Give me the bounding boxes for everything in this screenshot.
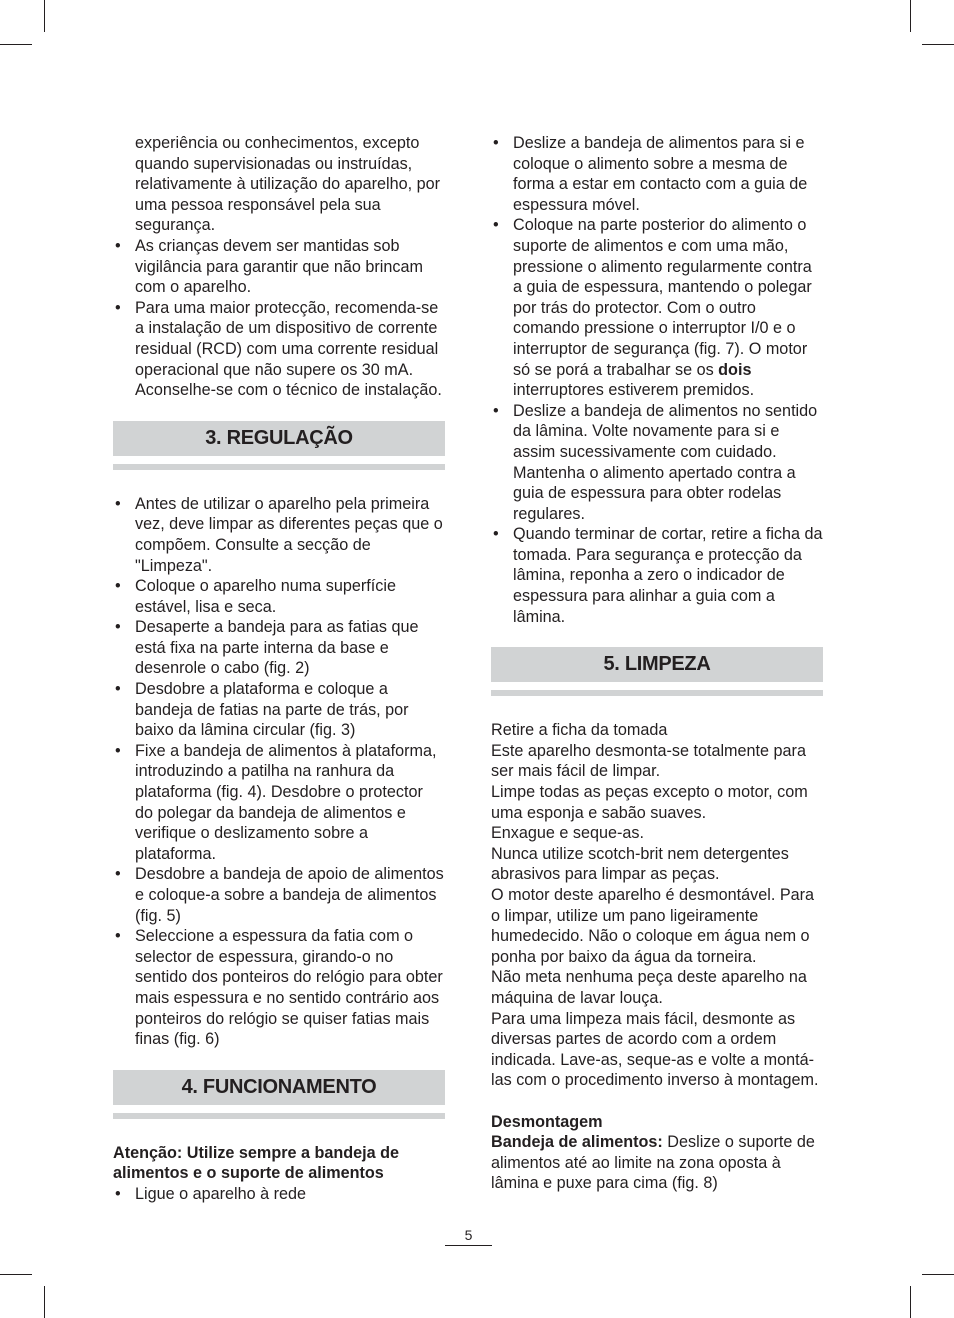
paragraph: Enxague e seque-as.: [491, 824, 644, 843]
list-item: • As crianças devem ser mantidas sob vigilância para garantir que não brincam com o aparelho.: [113, 236, 445, 298]
page-number: 5: [445, 1226, 492, 1246]
paragraph: Não meta nenhuma peça deste aparelho na máquina de lavar louça.: [491, 968, 807, 1007]
crop-mark: [0, 44, 32, 45]
list-item: • Fixe a bandeja de alimentos à plataforma, introduzindo a patilha na ranhura da plataforma (fig. 4). Desdobre o protector do polegar da bandeja de alimentos e verifique o deslizamento sobre a plataforma.: [113, 741, 445, 865]
section-divider: [113, 1113, 445, 1119]
section-heading: 5. LIMPEZA: [491, 647, 823, 682]
item-text: Quando terminar de cortar, retire a ficha da tomada. Para segurança e protecção da lâmina, reponha a zero o indicador de espessura para alinhar a guia com a lâmina.: [513, 525, 823, 626]
section-divider: [113, 464, 445, 470]
paragraph: [491, 1132, 823, 1194]
item-emphasis: dois: [718, 360, 752, 379]
section-divider: [491, 690, 823, 696]
paragraph-text: Deslize o suporte de alimentos até ao limite na zona oposta à lâmina e puxe para cima (fig. 8): [491, 1133, 815, 1193]
list-item: • Para uma maior protecção, recomenda-se a instalação de um dispositivo de corrente residual (RCD) com uma corrente residual operacional que não supere os 30 mA. Aconselhe-se com o técnico de instalação.: [113, 298, 445, 401]
left-column: [113, 133, 445, 1205]
list-item: experiência ou conhecimentos, excepto quando supervisionadas ou instruídas, relativamente à utilização do aparelho, por uma pessoa responsável pela sua segurança.: [135, 134, 441, 235]
spacer: [491, 1091, 823, 1112]
section-regulacao: [113, 421, 445, 1050]
crop-mark: [922, 44, 954, 45]
crop-mark: [910, 0, 911, 32]
list-item: [491, 215, 823, 400]
subheading-text: Desmontagem: [491, 1112, 603, 1131]
section-funcionamento: [113, 1070, 445, 1205]
crop-mark: [44, 1286, 45, 1318]
funcionamento-list-continued: [491, 133, 823, 627]
paragraph: Nunca utilize scotch-brit nem detergentes abrasivos para limpar as peças.: [491, 844, 789, 884]
crop-mark: [44, 0, 45, 32]
list-item: • Ligue o aparelho à rede: [113, 1184, 445, 1205]
paragraph: Retire a ficha da tomada: [491, 721, 668, 740]
crop-mark: [0, 1274, 32, 1275]
item-text: Coloque na parte posterior do alimento o suporte de alimentos e com uma mão, pressione o alimento regularmente contra a guia de espessura, mantendo o polegar por trás do protector. Com o outro comando pressione o interruptor I/0 e o interruptor de segurança (fig. 7). O motor só se porá a trabalhar se os: [513, 216, 812, 379]
list-item: • Desaperte a bandeja para as fatias que está fixa na parte interna da base e desenrole o cabo (fig. 2): [113, 617, 445, 679]
list-item: • Coloque o aparelho numa superfície estável, lisa e seca.: [113, 576, 445, 617]
list-item: [491, 401, 823, 525]
list-item: • Desdobre a plataforma e coloque a bandeja de fatias na parte de trás, por baixo da lâmina circular (fig. 3): [113, 679, 445, 741]
limpeza-text: [491, 720, 823, 1194]
attention-note: [113, 1143, 445, 1184]
paragraph-label: Bandeja de alimentos:: [491, 1133, 663, 1152]
list-item: [491, 133, 823, 215]
section-limpeza: [491, 647, 823, 1194]
intro-list: [113, 133, 445, 401]
regulacao-list: [113, 494, 445, 1050]
paragraph: Limpe todas as peças excepto o motor, com uma esponja e sabão suaves.: [491, 783, 808, 822]
item-text: interruptores estiverem premidos.: [513, 381, 755, 400]
subheading: [491, 1112, 823, 1133]
list-item: • Desdobre a bandeja de apoio de alimentos e coloque-a sobre a bandeja de alimentos (fig. 5): [113, 864, 445, 926]
list-item: • Seleccione a espessura da fatia com o selector de espessura, girando-o no sentido dos ponteiros do relógio para obter mais espessura e no sentido contrário aos ponteiros do relógio se quiser fatias mais finas (fig. 6): [113, 926, 445, 1050]
paragraph: O motor deste aparelho é desmontável. Para o limpar, utilize um pano ligeiramente humedecido. Não o coloque em água nem o ponha por baixo da água da torneira.: [491, 886, 815, 966]
list-item: [491, 524, 823, 627]
right-column: [491, 133, 823, 1194]
section-heading: 4. FUNCIONAMENTO: [113, 1070, 445, 1105]
paragraph: Este aparelho desmonta-se totalmente para ser mais fácil de limpar.: [491, 741, 806, 781]
item-text: Deslize a bandeja de alimentos no sentido da lâmina. Volte novamente para si e assim sucessivamente com cuidado. Mantenha o alimento apertado contra a guia de espessura para obter rodelas regulares.: [513, 401, 818, 523]
paragraph: Para uma limpeza mais fácil, desmonte as diversas partes de acordo com a ordem indicada. Lave-as, seque-as e volte a montá-las com o procedimento inverso à montagem.: [491, 1009, 819, 1090]
crop-mark: [910, 1286, 911, 1318]
section-heading: 3. REGULAÇÃO: [113, 421, 445, 456]
item-text: Deslize a bandeja de alimentos para si e coloque o alimento sobre a mesma de forma a estar em contacto com a guia de espessura móvel.: [513, 134, 808, 214]
crop-mark: [922, 1274, 954, 1275]
funcionamento-list: [113, 1184, 445, 1205]
list-item: • Antes de utilizar o aparelho pela primeira vez, deve limpar as diferentes peças que o compõem. Consulte a secção de "Limpeza".: [113, 494, 445, 576]
attention-text: Atenção: Utilize sempre a bandeja de alimentos e o suporte de alimentos: [113, 1143, 400, 1183]
